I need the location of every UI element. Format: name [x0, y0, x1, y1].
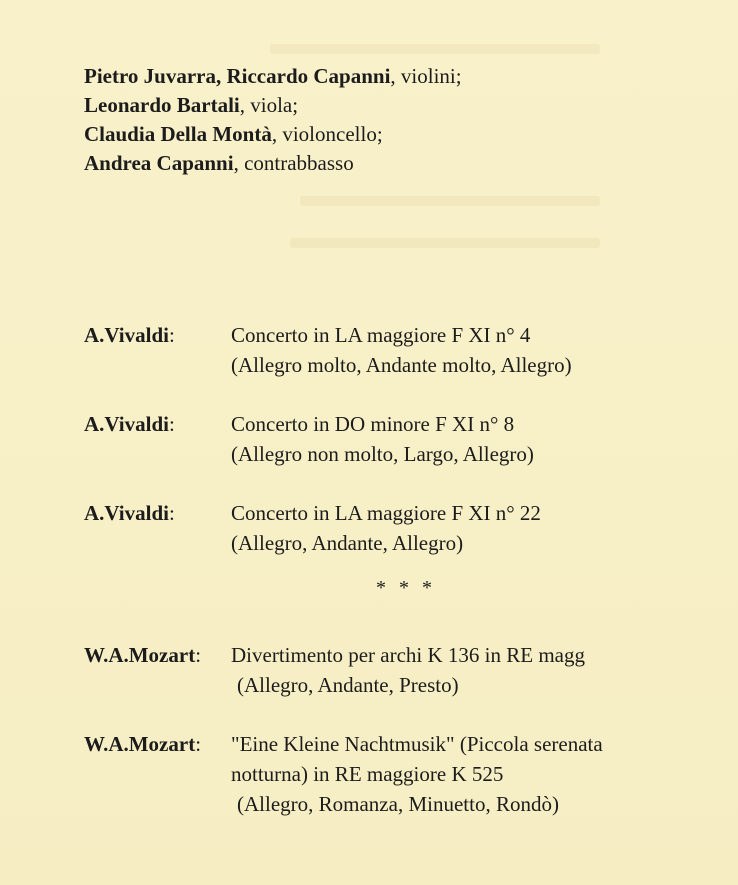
- work-title: Concerto in LA maggiore F XI n° 4: [231, 323, 531, 347]
- work-movements: (Allegro, Andante, Presto): [237, 673, 459, 697]
- work-details: [231, 729, 603, 819]
- composer-label: W.A.Mozart: [84, 643, 196, 667]
- work-movements: (Allegro non molto, Largo, Allegro): [231, 442, 534, 466]
- work-details: [231, 320, 572, 380]
- performer-names: Andrea Capanni: [84, 151, 234, 175]
- performer-names: Leonardo Bartali: [84, 93, 240, 117]
- work-title: Divertimento per archi K 136 in RE magg: [231, 643, 585, 667]
- performer-line: [84, 91, 462, 120]
- performers-list: [84, 62, 462, 178]
- performer-role: , violini;: [390, 64, 462, 88]
- work-title: Concerto in LA maggiore F XI n° 22: [231, 501, 541, 525]
- composer-name: [84, 729, 201, 759]
- performer-line: [84, 149, 462, 178]
- program-entry: [84, 409, 572, 469]
- performer-names: Pietro Juvarra, Riccardo Capanni: [84, 64, 391, 88]
- composer-name: [84, 409, 175, 439]
- performer-line: [84, 120, 462, 149]
- composer-colon: :: [168, 323, 175, 347]
- composer-colon: :: [195, 732, 202, 756]
- performer-role: , violoncello;: [271, 122, 383, 146]
- composer-colon: :: [168, 501, 175, 525]
- work-title: Concerto in DO minore F XI n° 8: [231, 412, 515, 436]
- program-part-one: [84, 320, 572, 587]
- performer-line: [84, 62, 462, 91]
- composer-name: [84, 320, 175, 350]
- performer-role: , viola;: [239, 93, 299, 117]
- composer-label: W.A.Mozart: [84, 732, 196, 756]
- composer-name: [84, 640, 201, 670]
- work-details: [231, 498, 572, 558]
- composer-label: A.Vivaldi: [84, 501, 169, 525]
- program-entry: [84, 640, 603, 700]
- work-movements: (Allegro molto, Andante molto, Allegro): [231, 353, 572, 377]
- composer-colon: :: [168, 412, 175, 436]
- program-entry: [84, 320, 572, 380]
- show-through-mark: [300, 196, 600, 206]
- work-details: [231, 640, 603, 700]
- work-title-continued: notturna) in RE maggiore K 525: [231, 762, 504, 786]
- show-through-mark: [290, 238, 600, 248]
- program-entry: [84, 498, 572, 558]
- composer-name: [84, 498, 175, 528]
- work-details: [231, 409, 572, 469]
- performer-role: , contrabbasso: [233, 151, 354, 175]
- work-title: "Eine Kleine Nachtmusik" (Piccola serenata: [231, 732, 603, 756]
- composer-label: A.Vivaldi: [84, 323, 169, 347]
- show-through-mark: [270, 44, 600, 54]
- program-entry: [84, 729, 603, 819]
- composer-label: A.Vivaldi: [84, 412, 169, 436]
- composer-colon: :: [195, 643, 202, 667]
- work-movements: (Allegro, Andante, Allegro): [231, 531, 464, 555]
- work-movements: (Allegro, Romanza, Minuetto, Rondò): [237, 792, 559, 816]
- program-part-two: [84, 640, 603, 848]
- performer-names: Claudia Della Montà: [84, 122, 272, 146]
- section-separator: * * *: [376, 577, 436, 599]
